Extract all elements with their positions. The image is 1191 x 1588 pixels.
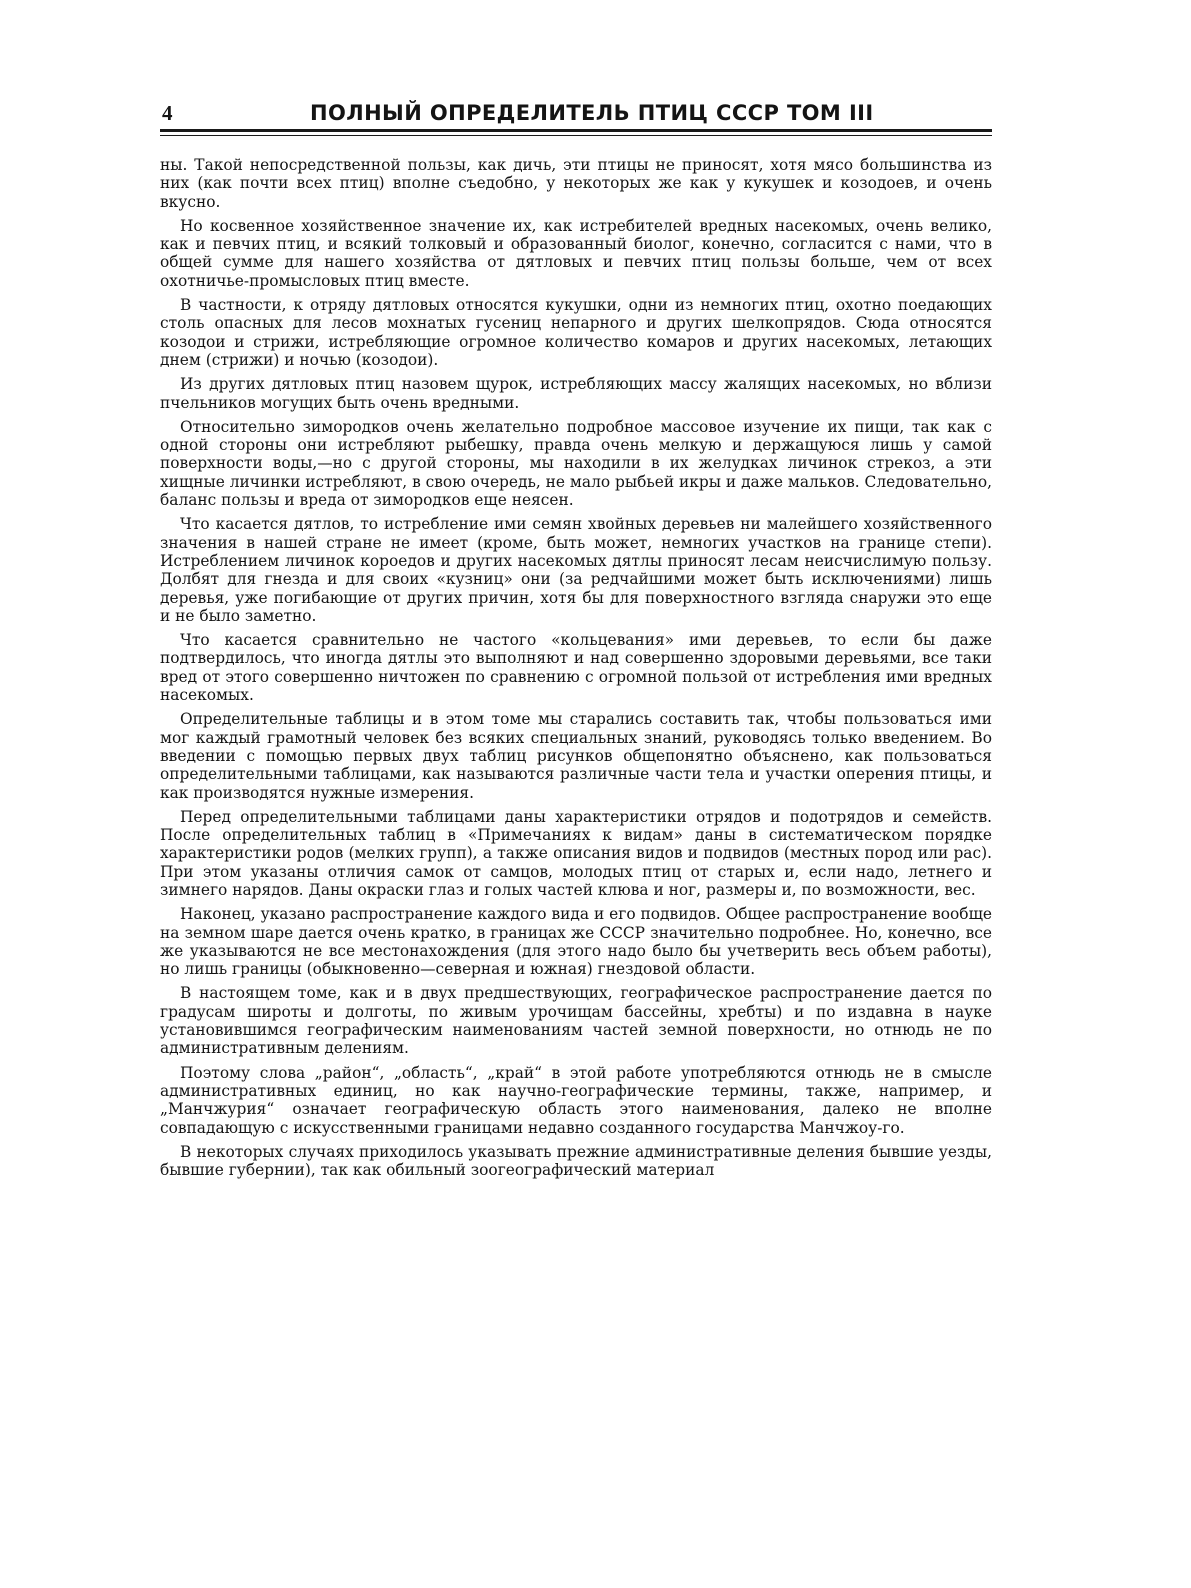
paragraph: В частности, к отряду дятловых относятся кукушки, одни из немногих птиц, охотно поедающих столь опасных для лесов мохнатых гусениц непарного и других шелкопрядов. Сюда относятся козодои и стрижи, истребляющие огромное количество комаров и других насекомых, летающих днем (стрижи) и ночью (козодои). <box>160 296 992 369</box>
running-title: ПОЛНЫЙ ОПРЕДЕЛИТЕЛЬ ПТИЦ СССР ТОМ III <box>310 101 874 125</box>
paragraph: Что касается дятлов, то истребление ими семян хвойных деревьев ни малейшего хозяйственного значения в нашей стране не имеет (кроме, быть может, немногих участков на границе степи). Истреблением личинок короедов и других насекомых дятлы приносят лесам неисчислимую пользу. Долбят для гнезда и для своих «кузниц» они (за редчайшими может быть исключениями) лишь деревья, уже погибающие от других причин, хотя бы для поверхностного взгляда снаружи это еще и не было заметно. <box>160 515 992 625</box>
paragraph: Что касается сравнительно не частого «кольцевания» ими деревьев, то если бы даже подтвердилось, что иногда дятлы это выполняют и над совершенно здоровыми деревьями, все таки вред от этого совершенно ничтожен по сравнению с огромной пользой от истребления ими вредных насекомых. <box>160 631 992 705</box>
page-number: 4 <box>162 101 173 125</box>
paragraph: Определительные таблицы и в этом томе мы старались составить так, чтобы пользоваться ими мог каждый грамотный человек без всяких специальных знаний, руководясь только введением. Во введении с помощью первых двух таблиц рисунков общепонятно объяснено, как пользоваться определительными таблицами, как называются различные части тела и участки оперения птицы, и как производятся нужные измерения. <box>160 710 992 802</box>
paragraph: Относительно зимородков очень желательно подробное массовое изучение их пищи, так как с одной стороны они истребляют рыбешку, правда очень мелкую и держащуюся лишь у самой поверхности воды,—но с другой стороны, мы находили в их желудках личинок стрекоз, а эти хищные личинки истребляют, в свою очередь, не мало рыбьей икры и даже мальков. Следовательно, баланс пользы и вреда от зимородков еще неясен. <box>160 417 992 510</box>
paragraph: Но косвенное хозяйственное значение их, как истребителей вредных насекомых, очень велико, как и певчих птиц, и всякий толковый и образованный биолог, конечно, согласится с нами, что в общей сумме для нашего хозяйства от дятловых и певчих птиц пользы больше, чем от всех охотничье-промысловых птиц вместе. <box>160 216 992 290</box>
body-text <box>160 156 992 1185</box>
paragraph: Наконец, указано распространение каждого вида и его подвидов. Общее распространение вообще на земном шаре дается очень кратко, в границах же СССР значительно подробнее. Но, конечно, все же указываются не все местонахождения (для этого надо было бы учетверить весь объем работы), но лишь границы (обыкновенно—северная и южная) гнездовой области. <box>160 905 992 979</box>
paragraph: В настоящем томе, как и в двух предшествующих, географическое распространение дается по градусам широты и долготы, по живым урочищам бассейны, хребты) и по издавна в науке установившимся географическим наименованиям частей земной поверхности, но отнюдь не по административным делениям. <box>160 984 992 1058</box>
paragraph: В некоторых случаях приходилось указывать прежние административные деления бывшие уезды, бывшие губернии), так как обильный зоогеографический материал <box>160 1142 992 1180</box>
paragraph: Поэтому слова „район“, „область“, „край“ в этой работе употребляются отнюдь не в смысле административных единиц, но как научно-географические термины, также, например, и „Манчжурия“ означает географическую область этого наименования, далеко не вполне совпадающую с искусственными границами недавно созданного государства Манчжоу-го. <box>160 1063 992 1137</box>
page-header <box>160 95 992 132</box>
book-page <box>160 95 992 1495</box>
paragraph: Перед определительными таблицами даны характеристики отрядов и подотрядов и семейств. После определительных таблиц в «Примечаниях к видам» даны в систематическом порядке характеристики родов (мелких групп), а также описания видов и подвидов (местных пород или рас). При этом указаны отличия самок от самцов, молодых птиц от старых и, если надо, летнего и зимнего нарядов. Даны окраски глаз и голых частей клюва и ног, размеры и, по возможности, вес. <box>160 807 992 899</box>
paragraph: ны. Такой непосредственной пользы, как дичь, эти птицы не приносят, хотя мясо большинства из них (как почти всех птиц) вполне съедобно, у некоторых же как у кукушек и козодоев, и очень вкусно. <box>160 156 992 211</box>
paragraph: Из других дятловых птиц назовем щурок, истребляющих массу жалящих насекомых, но вблизи пчельников могущих быть очень вредными. <box>160 375 992 412</box>
